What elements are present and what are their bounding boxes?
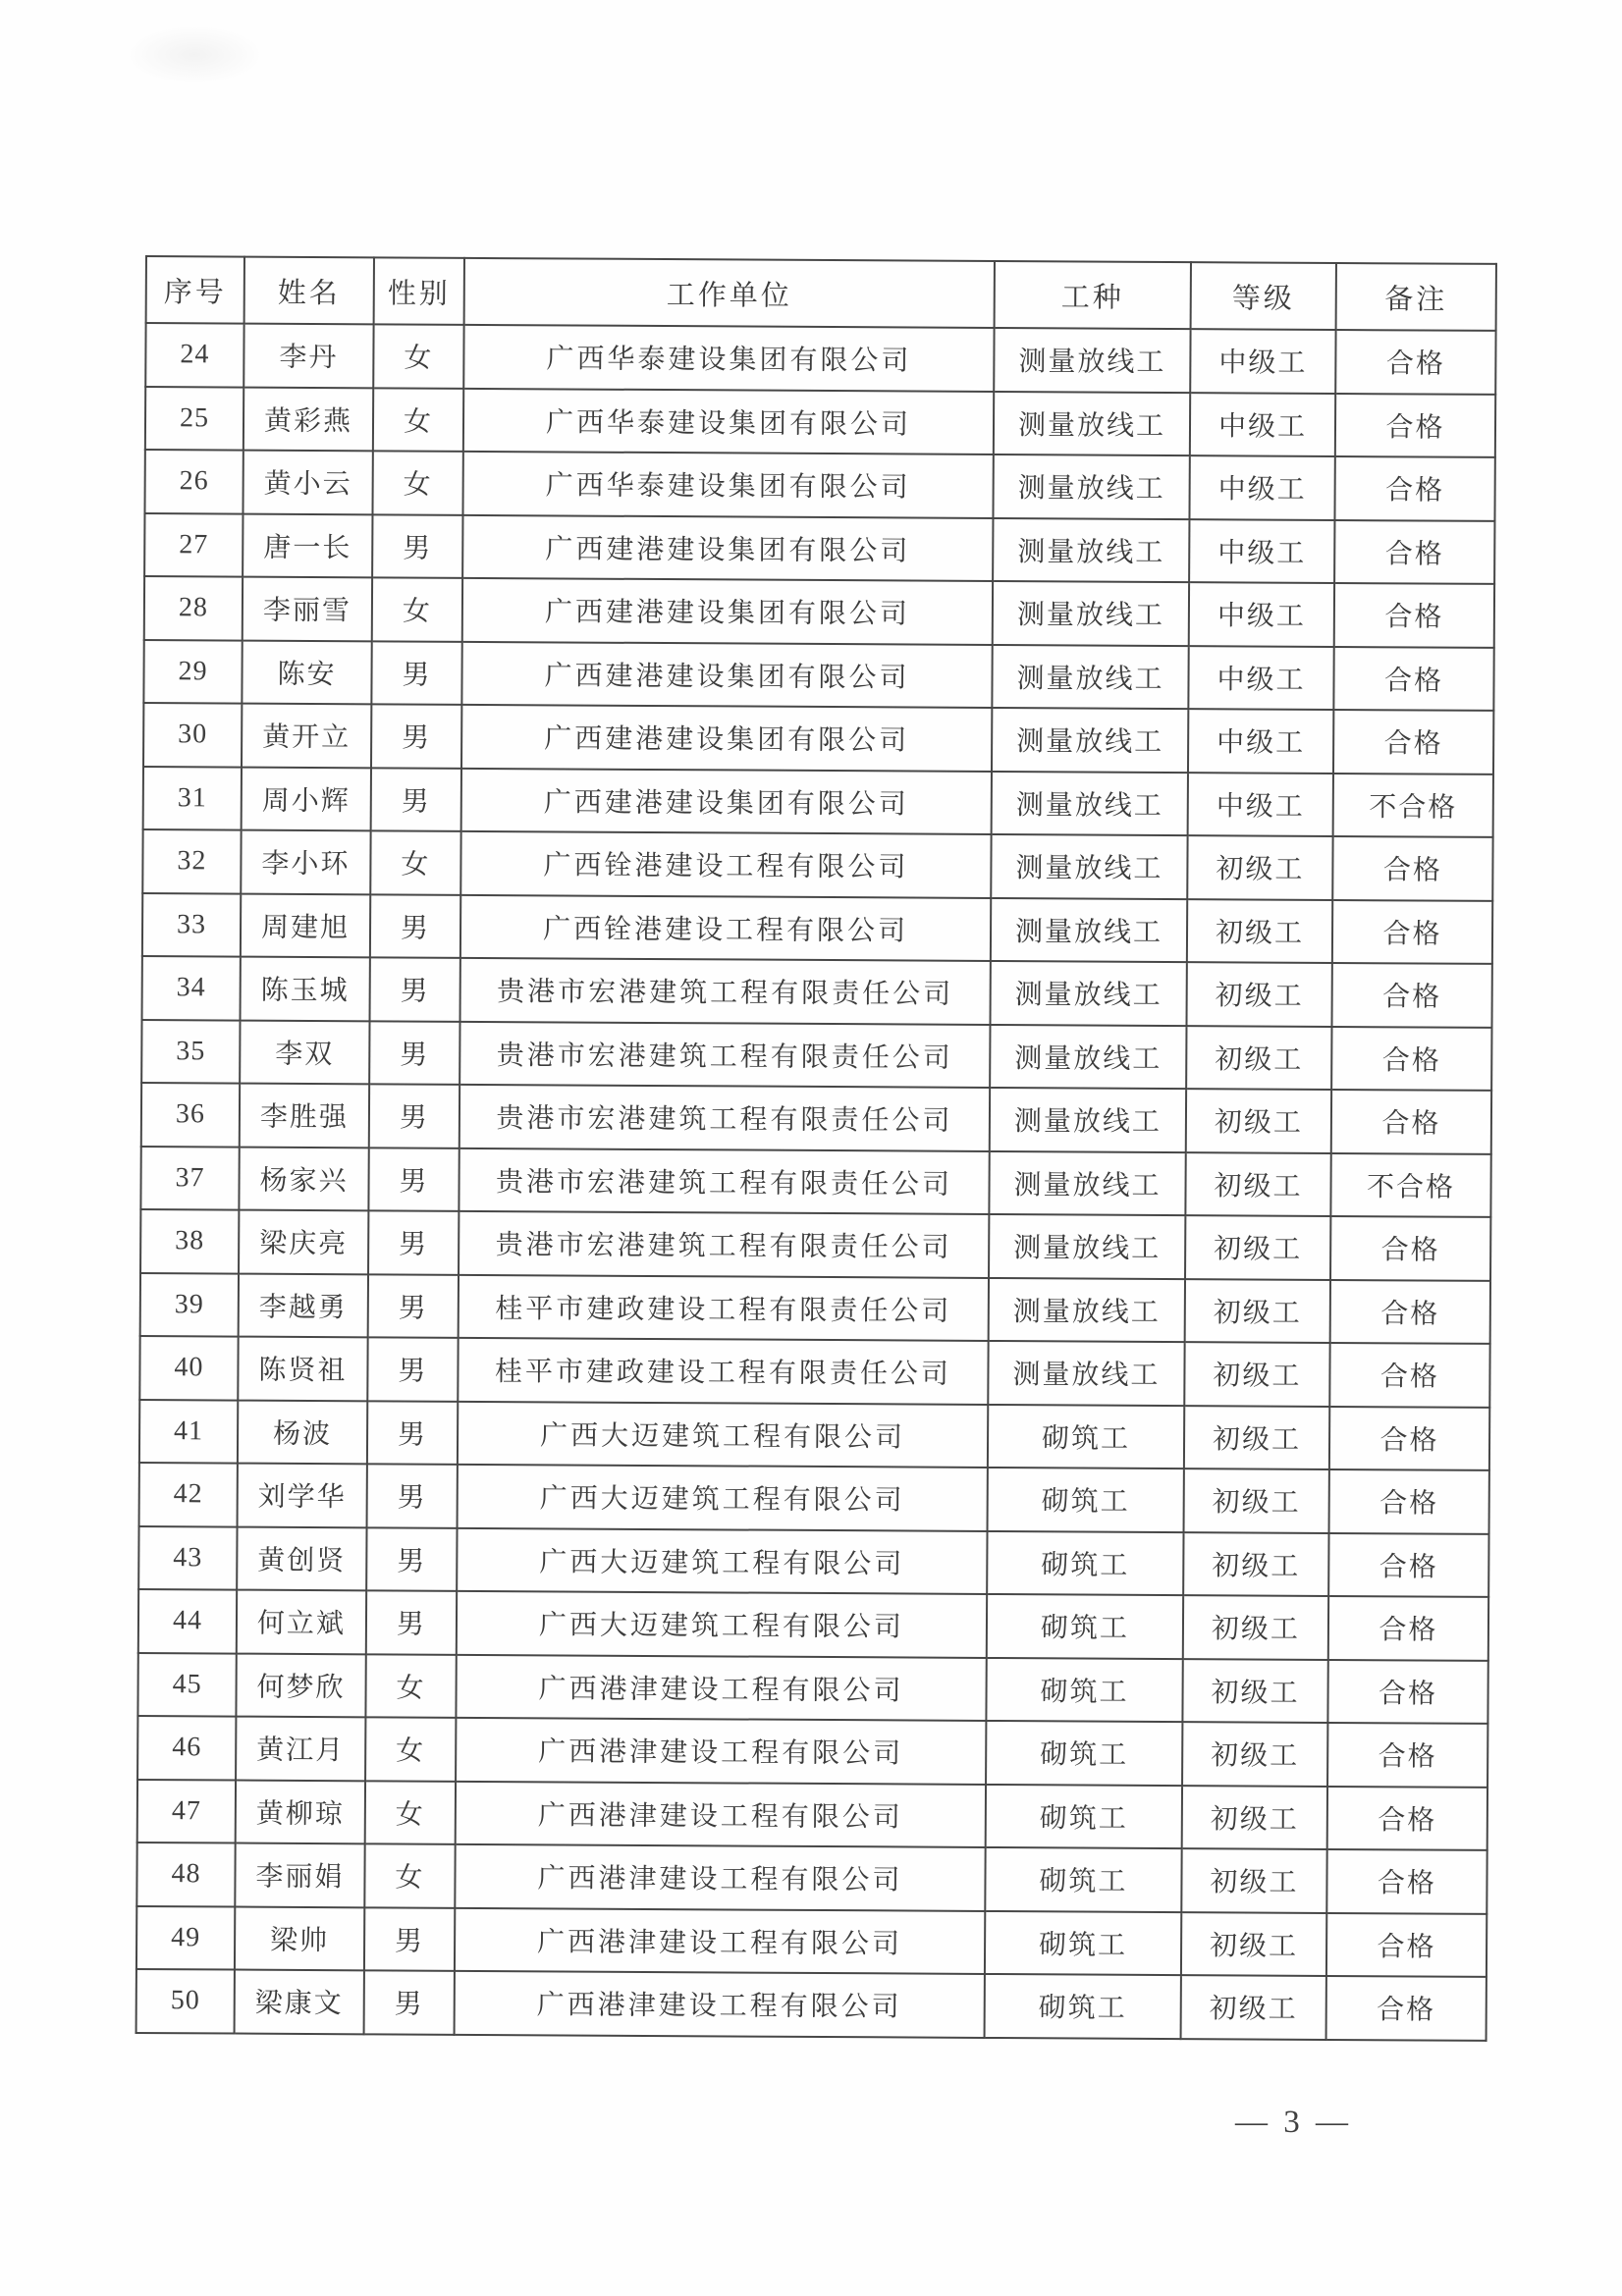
cell-gender: 男 — [369, 1021, 460, 1085]
cell-company: 广西华泰建设集团有限公司 — [463, 325, 994, 392]
header-remark: 备注 — [1336, 263, 1496, 331]
header-gender: 性别 — [374, 257, 464, 325]
cell-gender: 男 — [367, 1401, 458, 1465]
cell-remark: 合格 — [1334, 456, 1494, 520]
cell-grade: 初级工 — [1185, 1215, 1330, 1279]
cell-company: 贵港市宏港建筑工程有限责任公司 — [460, 958, 991, 1025]
table-row — [136, 1905, 1487, 1976]
table-row — [143, 639, 1493, 710]
cell-no: 29 — [143, 639, 242, 703]
cell-trade: 测量放线工 — [993, 454, 1189, 519]
cell-name: 黄创贤 — [237, 1526, 366, 1590]
cell-company: 广西港津建设工程有限公司 — [455, 1844, 985, 1911]
header-name: 姓名 — [244, 257, 374, 325]
cell-grade: 中级工 — [1189, 582, 1334, 646]
header-grade: 等级 — [1191, 262, 1336, 330]
table-row — [139, 1463, 1489, 1533]
cell-grade: 初级工 — [1186, 962, 1331, 1026]
table-row — [139, 1336, 1489, 1407]
cell-grade: 中级工 — [1190, 393, 1335, 456]
table-row — [141, 1083, 1491, 1153]
cell-name: 李丹 — [243, 324, 373, 388]
cell-trade: 测量放线工 — [989, 1150, 1185, 1215]
cell-trade: 测量放线工 — [992, 644, 1188, 709]
cell-grade: 初级工 — [1184, 1342, 1329, 1406]
table-row — [141, 1019, 1491, 1090]
cell-remark: 合格 — [1333, 710, 1493, 774]
header-work-unit: 工作单位 — [464, 258, 995, 328]
cell-grade: 初级工 — [1184, 1468, 1329, 1532]
certification-results-table — [135, 255, 1497, 2041]
cell-name: 李越勇 — [239, 1273, 368, 1337]
cell-grade: 初级工 — [1182, 1786, 1327, 1849]
table-row — [143, 766, 1493, 836]
cell-no: 45 — [137, 1652, 236, 1716]
cell-trade: 测量放线工 — [992, 708, 1188, 773]
cell-no: 49 — [136, 1905, 235, 1969]
cell-name: 何梦欣 — [236, 1653, 365, 1717]
cell-no: 38 — [140, 1209, 239, 1273]
cell-remark: 不合格 — [1330, 1152, 1490, 1216]
cell-remark: 合格 — [1331, 1026, 1491, 1090]
cell-company: 广西大迈建筑工程有限公司 — [458, 1401, 988, 1468]
cell-company: 广西华泰建设集团有限公司 — [463, 388, 994, 454]
cell-name: 周建旭 — [241, 893, 370, 957]
cell-remark: 不合格 — [1333, 773, 1493, 836]
cell-gender: 女 — [372, 451, 462, 514]
cell-grade: 初级工 — [1182, 1659, 1327, 1723]
cell-grade: 初级工 — [1181, 1848, 1326, 1912]
cell-gender: 男 — [368, 1148, 459, 1211]
table-row — [142, 829, 1492, 900]
cell-remark: 合格 — [1328, 1532, 1488, 1596]
cell-trade: 砌筑工 — [986, 1657, 1182, 1722]
cell-company: 广西港津建设工程有限公司 — [455, 1971, 985, 2038]
cell-trade: 测量放线工 — [994, 328, 1190, 393]
cell-gender: 男 — [371, 641, 461, 705]
cell-gender: 男 — [366, 1527, 457, 1591]
cell-remark: 合格 — [1334, 519, 1494, 583]
header-serial-number: 序号 — [146, 256, 244, 324]
cell-name: 杨波 — [238, 1400, 367, 1464]
cell-grade: 中级工 — [1189, 455, 1334, 519]
cell-remark: 合格 — [1330, 1279, 1490, 1343]
table-body — [136, 323, 1496, 2040]
cell-gender: 男 — [369, 1084, 460, 1148]
cell-no: 44 — [138, 1589, 237, 1653]
cell-gender: 女 — [365, 1781, 456, 1844]
table-row — [138, 1589, 1488, 1660]
cell-remark: 合格 — [1327, 1723, 1487, 1787]
cell-no: 35 — [141, 1019, 240, 1083]
table-header-row — [146, 256, 1496, 331]
cell-gender: 男 — [367, 1337, 458, 1401]
table-row — [136, 1969, 1487, 2040]
cell-company: 广西港津建设工程有限公司 — [456, 1781, 986, 1847]
cell-company: 广西铨港建设工程有限公司 — [460, 894, 991, 961]
cell-company: 广西港津建设工程有限公司 — [455, 1907, 985, 1974]
cell-grade: 初级工 — [1183, 1595, 1328, 1659]
cell-company: 广西港津建设工程有限公司 — [456, 1654, 986, 1721]
cell-grade: 中级工 — [1188, 646, 1333, 710]
cell-name: 杨家兴 — [239, 1147, 368, 1210]
page-number: — 3 — — [1235, 2105, 1352, 2140]
cell-no: 46 — [137, 1716, 236, 1780]
cell-remark: 合格 — [1333, 646, 1493, 710]
table-row — [140, 1146, 1490, 1216]
table-row — [139, 1399, 1489, 1469]
cell-no: 26 — [144, 450, 243, 513]
cell-gender: 女 — [364, 1843, 455, 1907]
cell-grade: 中级工 — [1190, 329, 1335, 393]
cell-company: 广西大迈建筑工程有限公司 — [457, 1591, 987, 1658]
cell-grade: 初级工 — [1184, 1406, 1329, 1469]
table-row — [137, 1652, 1487, 1723]
cell-trade: 测量放线工 — [988, 1341, 1184, 1406]
cell-remark: 合格 — [1334, 583, 1494, 647]
cell-trade: 测量放线工 — [989, 1277, 1185, 1342]
cell-gender: 女 — [370, 830, 460, 894]
cell-no: 25 — [145, 387, 243, 451]
cell-trade: 砌筑工 — [985, 1847, 1181, 1912]
results-table-container — [135, 255, 1497, 2041]
cell-trade: 砌筑工 — [988, 1468, 1184, 1532]
cell-gender: 男 — [364, 1970, 455, 2034]
cell-trade: 砌筑工 — [988, 1404, 1184, 1468]
cell-remark: 合格 — [1332, 899, 1492, 963]
table-row — [143, 703, 1493, 774]
table-row — [142, 892, 1492, 963]
cell-trade: 砌筑工 — [987, 1594, 1183, 1659]
table-row — [140, 1209, 1490, 1280]
cell-grade: 初级工 — [1185, 1152, 1330, 1216]
cell-gender: 男 — [366, 1590, 457, 1654]
cell-trade: 测量放线工 — [991, 834, 1187, 899]
cell-trade: 测量放线工 — [993, 517, 1189, 582]
cell-grade: 中级工 — [1189, 519, 1334, 583]
cell-trade: 测量放线工 — [991, 961, 1187, 1026]
cell-gender: 女 — [372, 577, 462, 641]
cell-remark: 合格 — [1335, 330, 1495, 394]
header-trade: 工种 — [995, 261, 1191, 329]
cell-trade: 砌筑工 — [987, 1530, 1183, 1595]
cell-grade: 初级工 — [1186, 1089, 1331, 1152]
cell-gender: 男 — [370, 957, 460, 1021]
cell-gender: 男 — [368, 1210, 459, 1274]
table-row — [136, 1842, 1487, 1913]
cell-gender: 女 — [365, 1717, 456, 1781]
cell-no: 47 — [137, 1779, 236, 1842]
cell-name: 黄开立 — [242, 704, 371, 768]
cell-no: 34 — [142, 956, 241, 1020]
scan-smudge — [126, 26, 263, 84]
table-row — [145, 387, 1495, 457]
cell-no: 24 — [145, 323, 243, 387]
cell-company: 广西港津建设工程有限公司 — [456, 1718, 986, 1785]
cell-no: 48 — [136, 1842, 235, 1906]
cell-gender: 女 — [365, 1654, 456, 1718]
cell-no: 32 — [142, 829, 241, 893]
cell-name: 黄小云 — [243, 451, 372, 514]
cell-company: 广西建港建设集团有限公司 — [461, 768, 992, 834]
cell-name: 黄彩燕 — [243, 387, 373, 451]
cell-gender: 男 — [371, 768, 461, 831]
cell-company: 贵港市宏港建筑工程有限责任公司 — [460, 1085, 990, 1151]
cell-no: 27 — [144, 513, 243, 577]
cell-remark: 合格 — [1329, 1343, 1489, 1407]
cell-no: 43 — [138, 1525, 237, 1589]
cell-name: 周小辉 — [242, 767, 371, 830]
cell-name: 刘学华 — [238, 1464, 367, 1527]
cell-trade: 砌筑工 — [985, 1910, 1181, 1975]
cell-company: 广西铨港建设工程有限公司 — [460, 831, 991, 898]
cell-no: 33 — [142, 892, 241, 956]
cell-trade: 砌筑工 — [985, 1974, 1181, 2039]
cell-company: 广西大迈建筑工程有限公司 — [458, 1465, 988, 1531]
cell-company: 广西建港建设集团有限公司 — [461, 705, 992, 772]
table-row — [144, 576, 1494, 647]
cell-name: 黄江月 — [236, 1717, 365, 1781]
cell-trade: 测量放线工 — [989, 1214, 1185, 1279]
cell-gender: 男 — [364, 1907, 455, 1971]
cell-grade: 初级工 — [1185, 1279, 1330, 1343]
cell-remark: 合格 — [1330, 1216, 1490, 1280]
cell-name: 李胜强 — [240, 1084, 369, 1148]
cell-company: 桂平市建政建设工程有限责任公司 — [458, 1338, 988, 1405]
cell-grade: 初级工 — [1181, 1975, 1326, 2039]
cell-trade: 测量放线工 — [990, 1024, 1186, 1089]
cell-grade: 初级工 — [1187, 899, 1332, 963]
cell-no: 41 — [139, 1399, 238, 1463]
table-row — [145, 323, 1495, 394]
cell-no: 30 — [143, 703, 242, 767]
cell-name: 梁庆亮 — [239, 1210, 368, 1274]
cell-company: 广西建港建设集团有限公司 — [462, 514, 993, 581]
cell-remark: 合格 — [1326, 1849, 1487, 1913]
cell-remark: 合格 — [1327, 1786, 1487, 1849]
cell-gender: 男 — [367, 1464, 458, 1527]
cell-grade: 中级工 — [1188, 773, 1333, 836]
cell-trade: 测量放线工 — [994, 391, 1190, 455]
cell-grade: 中级工 — [1188, 709, 1333, 773]
cell-remark: 合格 — [1335, 393, 1495, 456]
cell-name: 陈玉城 — [241, 957, 370, 1021]
cell-name: 李小环 — [241, 830, 370, 894]
cell-no: 36 — [141, 1083, 240, 1147]
cell-grade: 初级工 — [1181, 1912, 1326, 1976]
table-row — [144, 513, 1494, 584]
cell-trade: 测量放线工 — [991, 897, 1187, 962]
table-row — [142, 956, 1492, 1027]
cell-remark: 合格 — [1327, 1659, 1487, 1723]
cell-trade: 测量放线工 — [992, 771, 1188, 835]
cell-grade: 初级工 — [1183, 1532, 1328, 1596]
cell-name: 李丽雪 — [243, 577, 372, 641]
cell-gender: 男 — [372, 514, 462, 578]
cell-trade: 砌筑工 — [986, 1784, 1182, 1848]
cell-no: 37 — [140, 1146, 239, 1209]
cell-trade: 测量放线工 — [990, 1088, 1186, 1152]
cell-name: 陈安 — [242, 640, 371, 704]
cell-company: 贵港市宏港建筑工程有限责任公司 — [459, 1148, 989, 1214]
cell-name: 梁帅 — [235, 1906, 364, 1970]
cell-grade: 初级工 — [1186, 1026, 1331, 1090]
cell-remark: 合格 — [1331, 1090, 1491, 1153]
cell-name: 李丽娟 — [235, 1843, 364, 1907]
cell-company: 广西华泰建设集团有限公司 — [462, 452, 993, 518]
cell-remark: 合格 — [1329, 1469, 1489, 1533]
table-row — [138, 1525, 1488, 1596]
cell-company: 贵港市宏港建筑工程有限责任公司 — [459, 1211, 989, 1278]
cell-no: 39 — [140, 1272, 239, 1336]
cell-gender: 女 — [373, 388, 463, 452]
cell-remark: 合格 — [1326, 1976, 1487, 2040]
cell-company: 广西建港建设集团有限公司 — [461, 641, 992, 708]
cell-name: 李双 — [240, 1020, 369, 1084]
table-row — [137, 1716, 1487, 1787]
cell-remark: 合格 — [1326, 1912, 1487, 1976]
cell-company: 广西大迈建筑工程有限公司 — [457, 1527, 987, 1594]
cell-gender: 男 — [368, 1274, 459, 1338]
cell-trade: 测量放线工 — [993, 581, 1189, 646]
cell-name: 何立斌 — [237, 1590, 366, 1654]
cell-grade: 初级工 — [1182, 1722, 1327, 1786]
cell-remark: 合格 — [1331, 963, 1491, 1027]
table-row — [140, 1272, 1490, 1343]
cell-name: 唐一长 — [243, 513, 372, 577]
cell-no: 28 — [144, 576, 243, 640]
table-row — [137, 1779, 1487, 1849]
cell-no: 31 — [143, 766, 242, 829]
cell-trade: 砌筑工 — [986, 1721, 1182, 1786]
cell-gender: 男 — [370, 894, 460, 958]
cell-no: 40 — [139, 1336, 238, 1400]
cell-company: 桂平市建政建设工程有限责任公司 — [459, 1274, 989, 1341]
cell-company: 贵港市宏港建筑工程有限责任公司 — [460, 1021, 990, 1088]
cell-remark: 合格 — [1332, 836, 1492, 900]
cell-grade: 初级工 — [1187, 835, 1332, 899]
cell-name: 梁康文 — [235, 1970, 364, 2034]
cell-remark: 合格 — [1328, 1596, 1488, 1660]
cell-name: 黄柳琼 — [236, 1780, 365, 1843]
cell-remark: 合格 — [1329, 1406, 1489, 1469]
cell-name: 陈贤祖 — [238, 1337, 367, 1401]
table-row — [144, 450, 1494, 520]
cell-gender: 男 — [371, 704, 461, 768]
cell-no: 50 — [136, 1969, 235, 2033]
cell-gender: 女 — [373, 324, 463, 388]
cell-no: 42 — [139, 1463, 238, 1526]
cell-company: 广西建港建设集团有限公司 — [462, 578, 993, 645]
